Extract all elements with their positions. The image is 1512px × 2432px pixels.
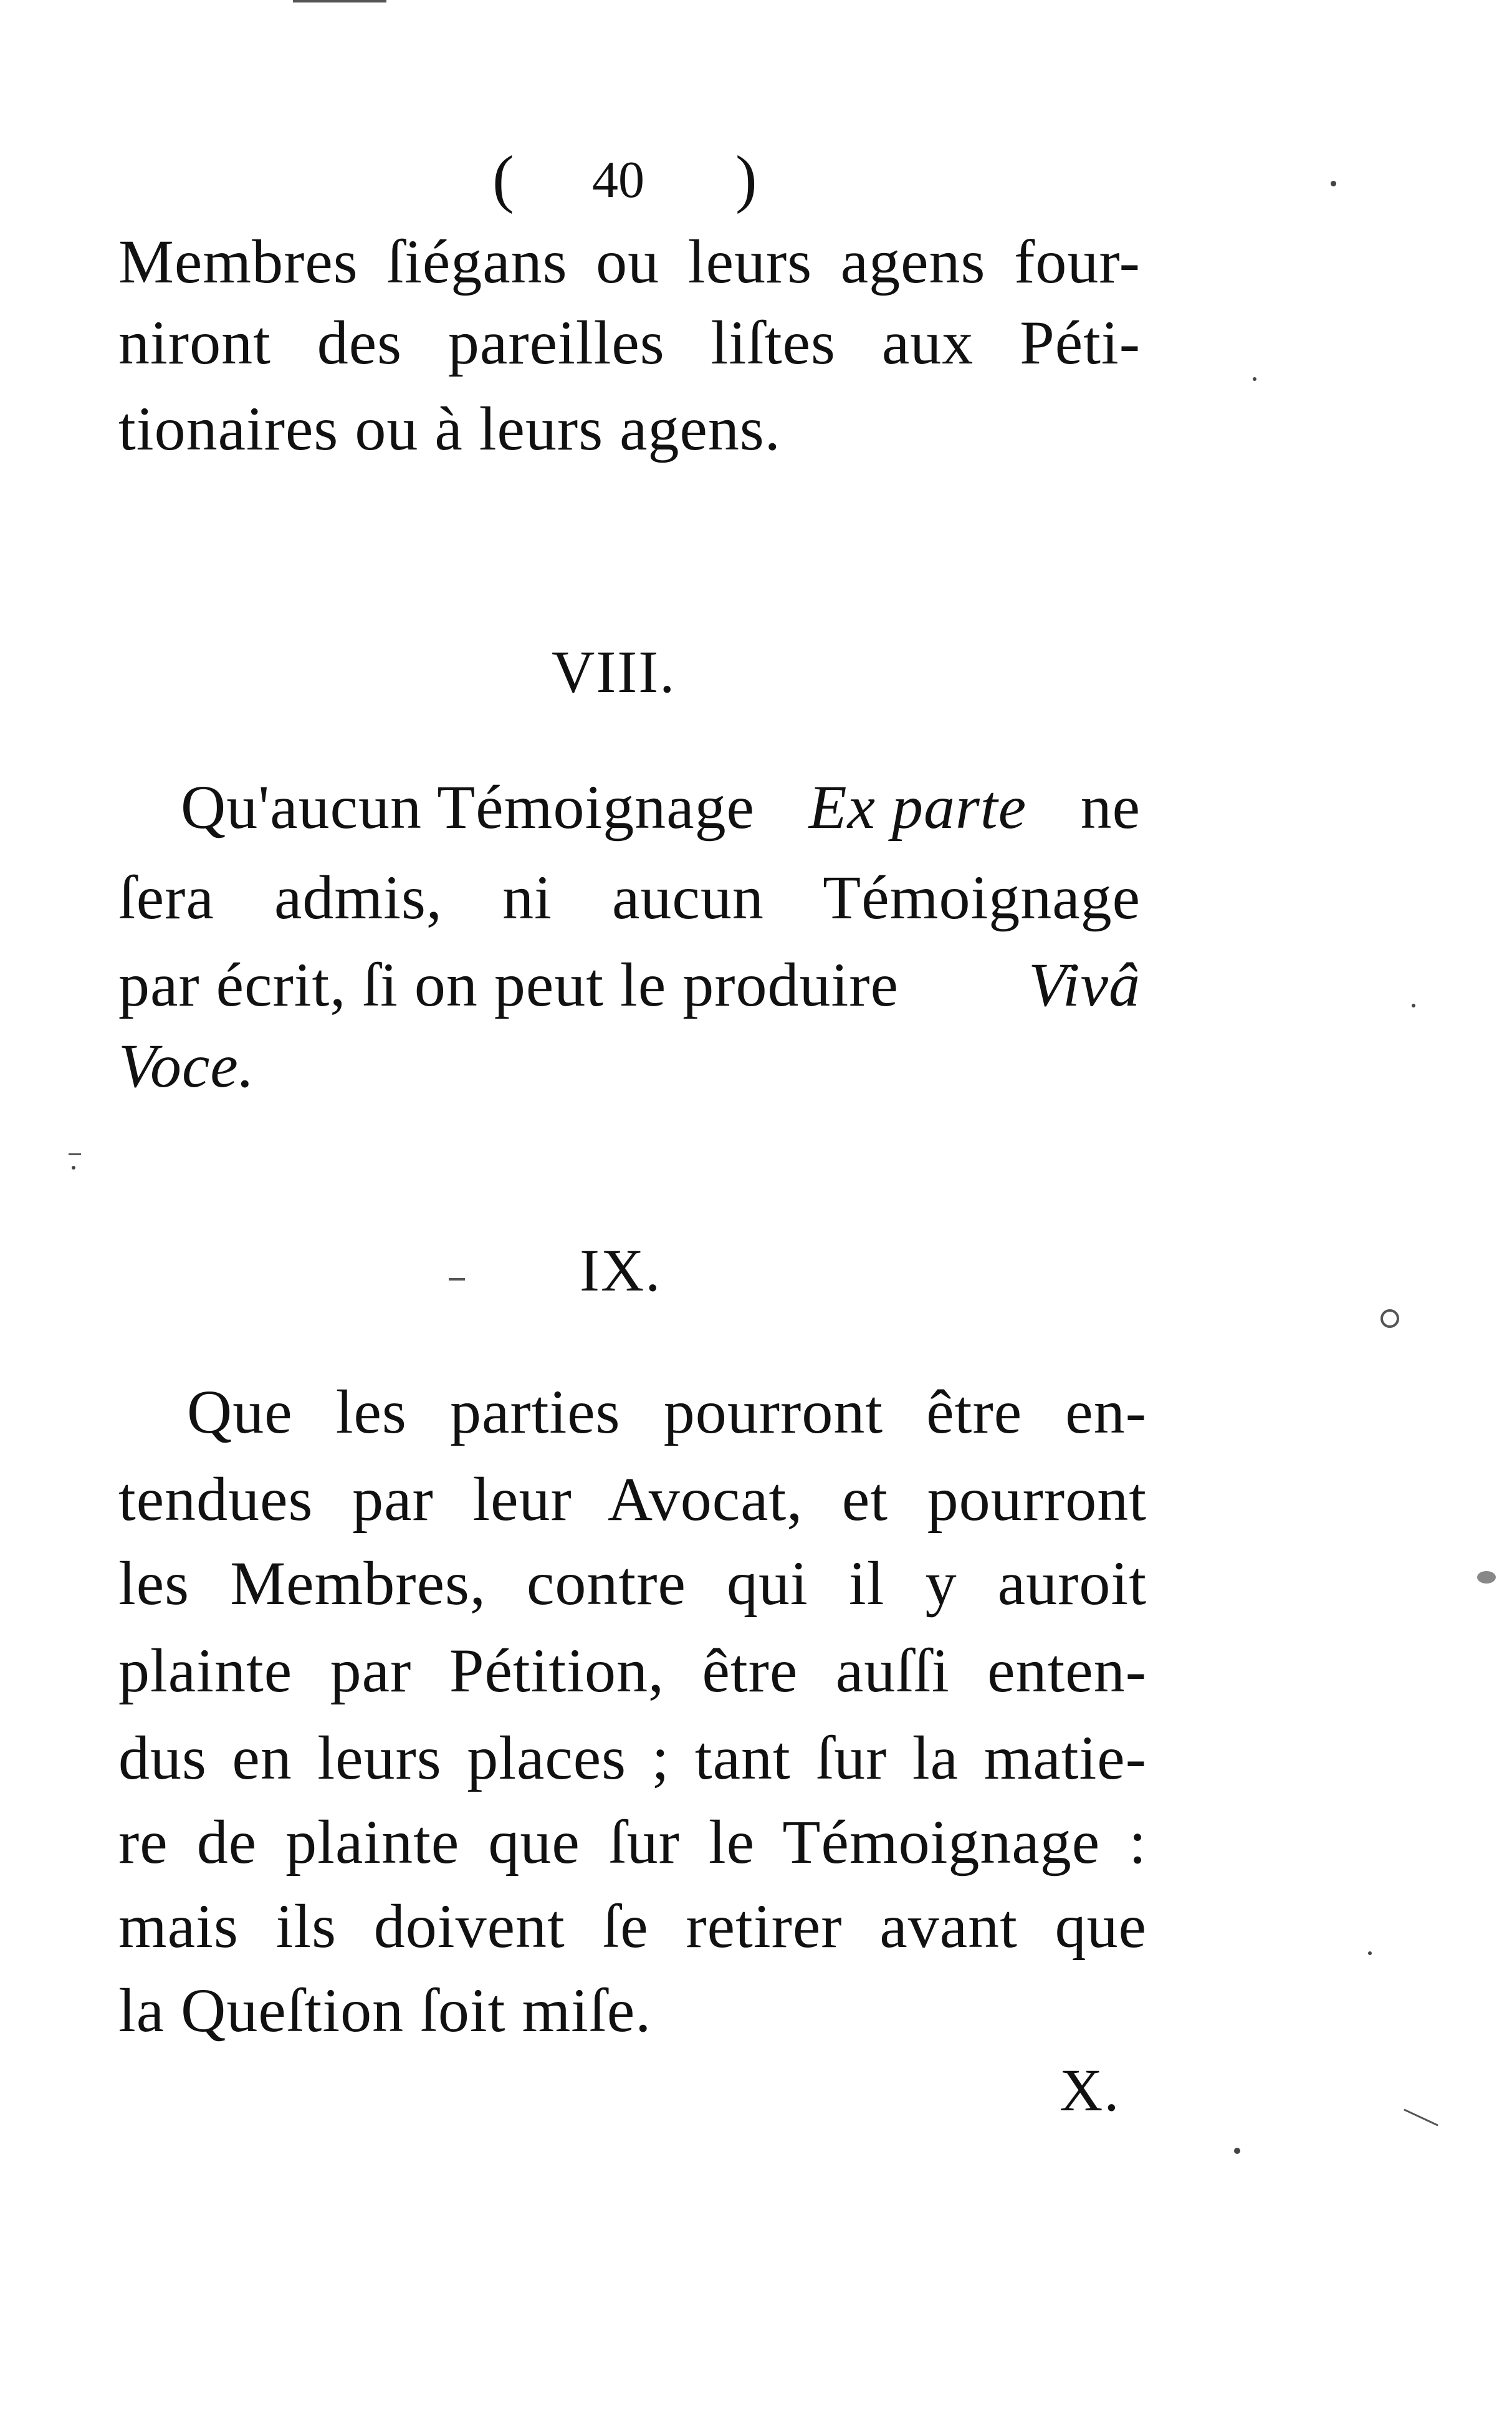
- speck: [72, 1166, 75, 1170]
- top-edge-mark: [293, 0, 386, 2]
- section-heading-ix: IX.: [580, 1237, 662, 1304]
- speck-ring: [1380, 1309, 1399, 1328]
- section-ix-line-1: Que les parties pourront être en-: [187, 1377, 1147, 1446]
- stray-mark: [449, 1278, 465, 1281]
- section-viii-line-1: [181, 772, 1141, 842]
- section-viii-line-3-prefix: par écrit, ſi on peut le produire: [118, 950, 899, 1019]
- speck: [1477, 1571, 1496, 1584]
- section-viii-line-3: [118, 950, 1141, 1019]
- section-ix-line-8: la Queſtion ſoit miſe.: [118, 1976, 652, 2045]
- page-bracket-close: ): [735, 143, 757, 214]
- speck: [1331, 181, 1336, 186]
- speck: [1234, 2148, 1240, 2154]
- stray-mark: [1404, 2108, 1438, 2126]
- section-ix-line-3: les Membres, contre qui il y auroit: [118, 1549, 1147, 1618]
- intro-line-1: Membres ſiégans ou leurs agens four-: [118, 227, 1141, 296]
- page-bracket-open: (: [492, 143, 514, 214]
- catchword: X.: [1060, 2057, 1121, 2123]
- page-number: 40: [592, 151, 644, 209]
- section-viii-line-4: Voce.: [118, 1031, 255, 1100]
- section-viii-viva: Vivâ: [1028, 950, 1141, 1019]
- speck: [1412, 1004, 1415, 1007]
- speck: [1253, 377, 1256, 381]
- section-viii-line-1-suffix: ne: [1080, 772, 1141, 842]
- stray-mark: [69, 1153, 81, 1155]
- section-heading-viii: VIII.: [552, 638, 676, 705]
- section-ix-line-2: tendues par leur Avocat, et pourront: [118, 1464, 1147, 1534]
- section-ix-line-4: plainte par Pétition, être auſſi enten-: [118, 1636, 1147, 1705]
- section-viii-line-1-prefix: Qu'aucun Témoignage: [181, 772, 755, 842]
- section-viii-ex-parte: Ex parte: [808, 772, 1027, 842]
- speck: [1368, 1951, 1372, 1955]
- section-ix-line-5: dus en leurs places ; tant ſur la matie-: [118, 1723, 1147, 1792]
- section-viii-line-2: ſera admis, ni aucun Témoignage: [118, 863, 1141, 932]
- intro-line-3: tionaires ou à leurs agens.: [118, 394, 781, 463]
- intro-line-2: niront des pareilles liſtes aux Péti-: [118, 308, 1141, 377]
- section-ix-line-7: mais ils doivent ſe retirer avant que: [118, 1891, 1147, 1961]
- section-ix-line-6: re de plainte que ſur le Témoignage :: [118, 1807, 1147, 1877]
- page-header: [486, 143, 785, 215]
